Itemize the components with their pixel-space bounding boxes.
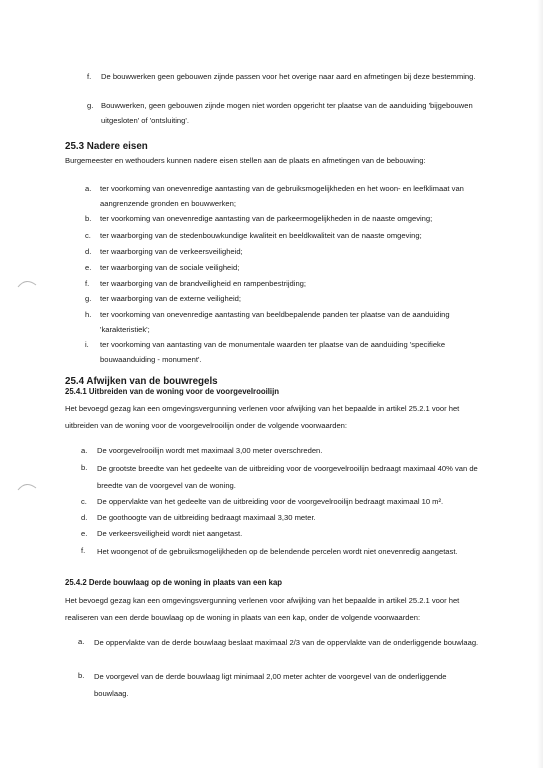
paragraph: Burgemeester en wethouders kunnen nadere eisen stellen aan de plaats en afmetingen van de bebouwing: [65,156,426,165]
list-marker: i. [85,340,89,349]
subsection-heading: 25.4.2 Derde bouwlaag op de woning in plaats van een kap [65,578,283,587]
list-marker: b. [81,463,88,472]
list-text: ter waarborging van de brandveiligheid en rampenbestrijding; [100,279,307,288]
punch-hole-mark [16,478,38,492]
punch-hole-mark [16,275,38,289]
list-marker: c. [85,231,91,240]
list-marker: e. [85,263,92,272]
list-text: De voorgevel van de derde bouwlaag ligt minimaal 2,00 meter achter de voorgevel van de onderliggende bouwlaag. [94,672,447,698]
list-text: De verkeersveiligheid wordt niet aangetast. [97,529,243,538]
list-text: ter waarborging van de stedenbouwkundige kwaliteit en beeldkwaliteit van de naaste omgeving; [100,231,422,240]
list-text: ter waarborging van de sociale veiligheid; [100,263,240,272]
paragraph: Het bevoegd gezag kan een omgevingsvergunning verlenen voor afwijking van het bepaalde in artikel 25.2.1 voor het realiseren van een derde bouwlaag op de woning in plaats van een kap, onder de volgende voorwaarden: [65,596,460,622]
list-text: ter voorkoming van onevenredige aantasting van beeldbepalende panden ter plaatse van de aanduiding 'karakteristiek'; [100,310,450,334]
section-heading: 25.3 Nadere eisen [65,141,148,152]
list-marker: f. [85,279,90,288]
subsection-heading: 25.4.1 Uitbreiden van de woning voor de voorgevelrooilijn [65,387,280,396]
list-text: De goothoogte van de uitbreiding bedraagt maximaal 3,30 meter. [97,513,316,522]
list-text: ter voorkoming van onevenredige aantasting van de parkeermogelijkheden in de naaste omgeving; [100,214,433,223]
list-marker: a. [78,637,85,646]
list-marker: d. [85,247,92,256]
list-text: ter waarborging van de externe veiligheid; [100,294,241,303]
list-text: De grootste breedte van het gedeelte van de uitbreiding voor de voorgevelrooilijn bedraagt maximaal 40% van de breedte van de voorgevel van de woning. [97,464,478,490]
list-marker: d. [81,513,88,522]
list-marker: e. [81,529,88,538]
list-text: Bouwwerken, geen gebouwen zijnde mogen niet worden opgericht ter plaatse van de aanduiding 'bijgebouwen uitgesloten' of 'ontsluiting'. [101,101,473,125]
list-marker: h. [85,310,92,319]
paragraph: Het bevoegd gezag kan een omgevingsvergunning verlenen voor afwijking van het bepaalde in artikel 25.2.1 voor het uitbreiden van de woning voor de voorgevelrooilijn onder de volgende voorwaarden: [65,404,460,430]
section-heading: 25.4 Afwijken van de bouwregels [65,376,218,387]
list-marker: b. [78,671,85,680]
list-text: ter voorkoming van aantasting van de monumentale waarden ter plaatse van de aanduiding 'specifieke bouwaanduiding - monument'. [100,340,446,364]
list-marker: f. [87,72,92,81]
list-marker: b. [85,214,92,223]
list-marker: f. [81,546,86,555]
list-text: ter voorkoming van onevenredige aantasting van de gebruiksmogelijkheden en het woon- en leefklimaat van aangrenzende gronden en bouwwerken; [100,184,464,208]
list-marker: a. [81,446,88,455]
list-text: De oppervlakte van het gedeelte van de uitbreiding voor de voorgevelrooilijn bedraagt maximaal 10 m². [97,497,444,506]
list-marker: g. [87,101,94,110]
list-marker: g. [85,294,92,303]
list-text: De voorgevelrooilijn wordt met maximaal 3,00 meter overschreden. [97,446,323,455]
list-marker: c. [81,497,87,506]
page-edge-shadow [537,0,543,768]
list-text: De oppervlakte van de derde bouwlaag beslaat maximaal 2/3 van de oppervlakte van de onderliggende bouwlaag. [94,638,479,647]
list-marker: a. [85,184,92,193]
list-text: ter waarborging van de verkeersveiligheid; [100,247,243,256]
list-text: Het woongenot of de gebruiksmogelijkheden op de belendende percelen wordt niet onevenredig aangetast. [97,547,458,556]
list-text: De bouwwerken geen gebouwen zijnde passen voor het overige naar aard en afmetingen bij deze bestemming. [101,72,476,81]
